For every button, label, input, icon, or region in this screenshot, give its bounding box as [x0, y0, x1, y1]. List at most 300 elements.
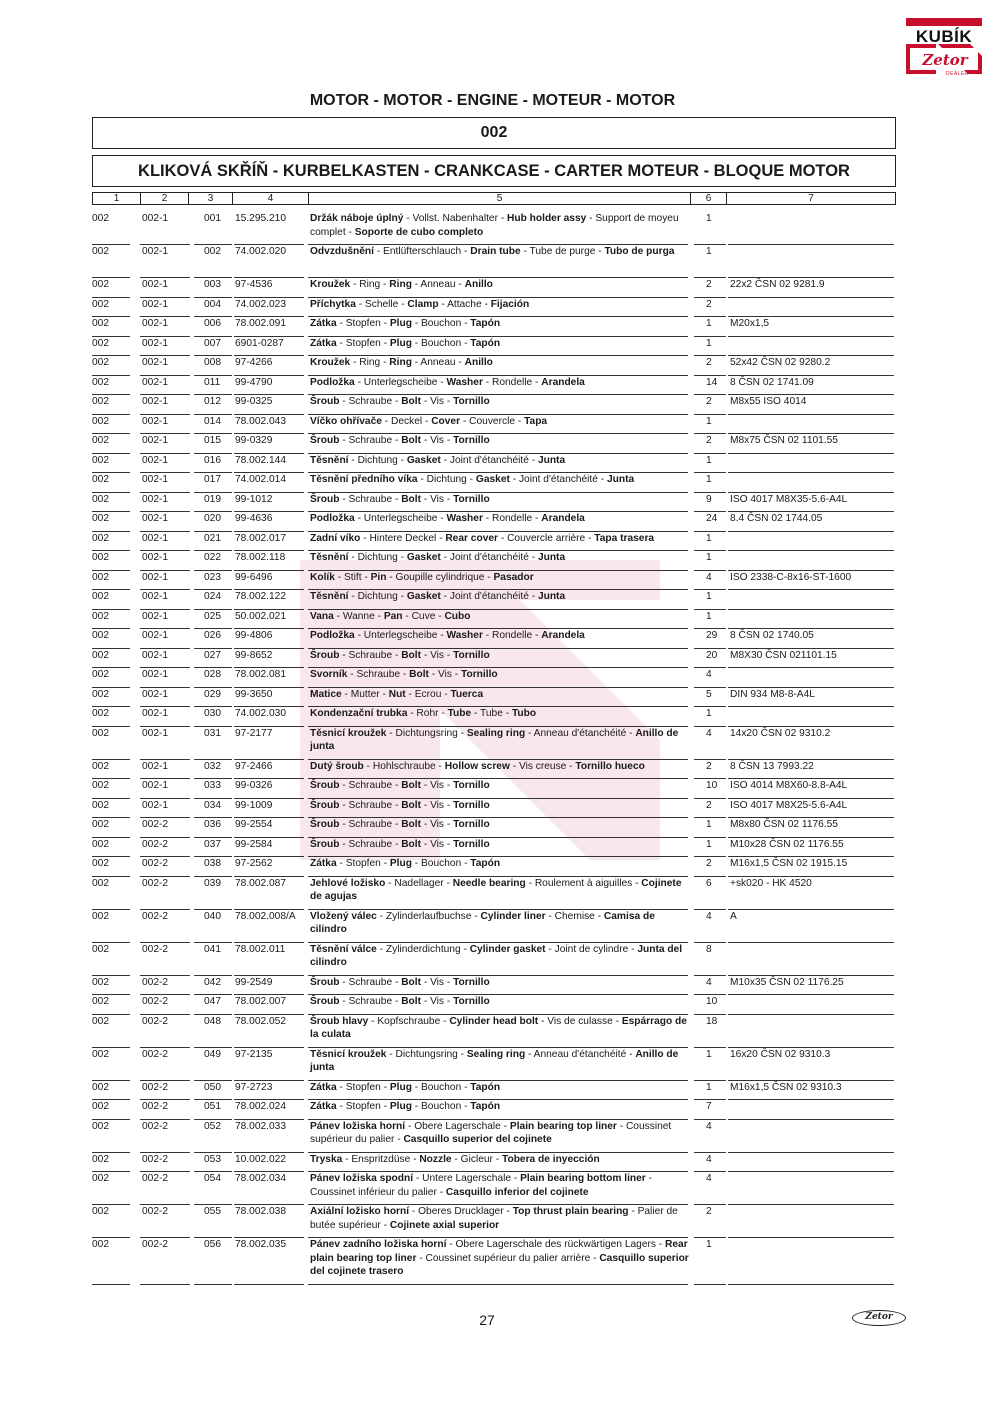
description-en: Ring [389, 279, 412, 290]
row-underline [234, 1284, 304, 1285]
description-separator: - [410, 1153, 420, 1165]
description-separator: - [440, 1015, 450, 1027]
quantity-cell: 4 [706, 727, 712, 739]
description-separator: - [392, 799, 402, 811]
quantity-cell: 1 [706, 591, 712, 602]
description-separator: - [374, 610, 384, 622]
description-separator: - [444, 996, 454, 1007]
description-separator: - [354, 630, 364, 641]
table-row [92, 760, 896, 780]
description-cell [310, 727, 692, 754]
description-en: Needle bearing [452, 877, 526, 889]
description-separator: - [616, 1120, 626, 1132]
position-cell: 054 [204, 1173, 221, 1184]
description-de: Schraube [348, 435, 393, 446]
description-es: Tapón [470, 318, 501, 329]
description-cz: Šroub [310, 799, 340, 811]
description-fr: Anneau d'étanchéité [533, 1048, 627, 1060]
description-separator: - [394, 1134, 404, 1145]
position-cell: 051 [204, 1101, 221, 1112]
description-separator: - [444, 976, 454, 988]
description-cell [310, 1100, 692, 1114]
part-number-cell: 78.002.144 [235, 454, 286, 466]
subgroup-cell: 002-1 [142, 688, 169, 700]
table-row [92, 1100, 896, 1120]
description-de: Schraube [348, 819, 393, 830]
description-en: Gasket [406, 454, 441, 466]
description-cz: Matice [310, 688, 342, 700]
part-number-cell: 99-2554 [235, 819, 273, 830]
table-row [92, 1238, 896, 1285]
position-cell: 012 [204, 396, 221, 407]
logo-tag: DEALER [946, 71, 970, 77]
table-row [92, 590, 896, 610]
part-number-cell: 78.002.043 [235, 415, 286, 427]
description-cz: Pánev ložiska spodní [310, 1173, 414, 1184]
description-cell [310, 278, 692, 292]
position-cell: 003 [204, 279, 221, 290]
group-code-cell: 002 [92, 760, 109, 772]
note-cell: ISO 2338-C-8x16-ST-1600 [730, 571, 852, 583]
description-fr: Vis [430, 435, 445, 446]
subgroup-cell: 002-1 [142, 760, 169, 772]
table-row [92, 1205, 896, 1238]
description-separator: - [525, 1048, 534, 1060]
part-number-cell: 78.002.052 [235, 1015, 286, 1027]
subgroup-cell: 002-2 [142, 1173, 169, 1184]
description-fr: Bouchon [421, 858, 462, 869]
description-separator: - [421, 819, 431, 830]
description-separator: - [339, 819, 349, 830]
description-en: Bolt [401, 819, 421, 830]
note-cell: 8 ČSN 02 1740.05 [730, 630, 814, 641]
description-separator: - [392, 976, 402, 988]
description-separator: - [392, 435, 402, 446]
description-fr: Rondelle [491, 630, 533, 641]
description-separator: - [444, 493, 454, 505]
description-cell [310, 551, 692, 565]
part-number-cell: 78.002.007 [235, 996, 286, 1007]
description-en: Plain bearing bottom liner [520, 1173, 646, 1184]
description-separator: - [421, 396, 431, 407]
group-code-cell: 002 [92, 435, 109, 446]
description-separator: - [482, 513, 492, 524]
subgroup-cell: 002-2 [142, 877, 169, 889]
subgroup-cell: 002-1 [142, 630, 169, 641]
description-cz: Zátka [310, 1101, 337, 1112]
description-separator: - [503, 1206, 513, 1217]
subgroup-cell: 002-2 [142, 976, 169, 988]
note-cell: M8x75 ČSN 02 1101.55 [730, 435, 838, 446]
note-cell: +sk020 - HK 4520 [730, 877, 812, 889]
column-header-1: 1 [93, 193, 141, 204]
description-de: Ring [359, 357, 381, 368]
description-de: Stopfen [345, 318, 381, 329]
description-cz: Podložka [310, 376, 355, 388]
group-code-cell: 002 [92, 415, 109, 427]
position-cell: 011 [204, 376, 221, 388]
description-cell [310, 976, 692, 990]
group-code-cell: 002 [92, 630, 109, 641]
description-separator: - [422, 415, 432, 427]
position-cell: 023 [204, 571, 221, 583]
subgroup-cell: 002-1 [142, 532, 169, 544]
description-cell [310, 1081, 692, 1095]
table-row [92, 1081, 896, 1101]
description-de: Schraube [348, 396, 393, 407]
description-en: Nozzle [419, 1153, 452, 1165]
description-cell [310, 317, 692, 331]
description-es: Casquillo inferior del cojinete [445, 1186, 589, 1198]
subgroup-cell: 002-1 [142, 376, 169, 388]
description-separator: - [348, 552, 358, 563]
description-separator: - [407, 708, 417, 719]
position-cell: 021 [204, 532, 221, 544]
description-en: Hollow screw [444, 760, 510, 772]
position-cell: 033 [204, 780, 221, 791]
description-separator: - [437, 513, 447, 524]
description-separator: - [566, 760, 576, 772]
description-separator: - [400, 669, 410, 680]
description-fr: Vis [430, 819, 445, 830]
description-separator: - [421, 435, 431, 446]
description-cz: Šroub [310, 493, 340, 505]
description-separator: - [341, 688, 351, 700]
description-en: Plug [389, 1101, 412, 1112]
subgroup-cell: 002-1 [142, 213, 169, 224]
description-de: Enspritzdüse [351, 1153, 411, 1165]
description-es: Arandela [541, 513, 585, 524]
description-fr: Vis [430, 493, 445, 505]
description-de: Nadellager [394, 877, 444, 889]
description-es: Tornillo [453, 819, 490, 830]
part-number-cell: 50.002.021 [235, 610, 286, 622]
subgroup-cell: 002-2 [142, 1120, 169, 1132]
subgroup-cell: 002-1 [142, 337, 169, 349]
description-separator: - [632, 877, 642, 889]
description-separator: - [392, 819, 402, 830]
description-separator: - [502, 708, 512, 719]
table-row [92, 1120, 896, 1153]
description-fr: Bouchon [421, 318, 462, 329]
description-es: Junta [537, 454, 566, 466]
description-separator: - [460, 943, 470, 955]
description-separator: - [380, 1101, 390, 1112]
position-cell: 030 [204, 708, 221, 719]
position-cell: 025 [204, 610, 221, 622]
description-en: Bolt [401, 976, 421, 988]
group-code-cell: 002 [92, 213, 109, 224]
quantity-cell: 2 [706, 298, 712, 310]
subgroup-cell: 002-1 [142, 396, 169, 407]
description-cz: Kolík [310, 571, 335, 583]
note-cell: A [730, 910, 737, 922]
description-es: Tobera de inyección [502, 1153, 600, 1165]
description-de: Vollst. Nabenhalter [412, 213, 498, 224]
description-separator: - [528, 552, 538, 563]
description-de: Schraube [356, 669, 401, 680]
description-en: Cylinder head bolt [449, 1015, 539, 1027]
description-cell [310, 688, 692, 702]
subgroup-cell: 002-1 [142, 571, 169, 583]
description-cell [310, 857, 692, 871]
part-number-cell: 97-2135 [235, 1048, 273, 1060]
description-es: Junta [537, 552, 566, 563]
description-es: Cubo [444, 610, 471, 622]
group-code-cell: 002 [92, 337, 109, 349]
description-separator: - [532, 513, 542, 524]
part-number-cell: 97-2562 [235, 858, 273, 869]
description-de: Kopfschraube [377, 1015, 441, 1027]
part-number-cell: 78.002.035 [235, 1239, 286, 1250]
description-en: Sealing ring [466, 727, 526, 739]
description-separator: - [411, 318, 422, 329]
description-fr: Rondelle [491, 376, 533, 388]
description-fr: Joint d'étanchéité [518, 474, 598, 485]
column-header [92, 192, 896, 205]
description-cell [310, 910, 692, 937]
description-en: Washer [446, 376, 483, 388]
description-de: Dichtungsring [395, 727, 458, 739]
description-es: Tapón [470, 858, 501, 869]
description-de: Oberes Drucklager [418, 1206, 504, 1217]
description-en: Cylinder gasket [469, 943, 546, 955]
column-header-2: 2 [141, 193, 189, 204]
description-cell [310, 1238, 692, 1279]
position-cell: 029 [204, 688, 221, 700]
group-code-cell: 002 [92, 877, 109, 889]
description-separator: - [461, 1101, 471, 1112]
description-separator: - [380, 858, 390, 869]
group-code-cell: 002 [92, 727, 109, 739]
description-de: Dichtungsring [395, 1048, 458, 1060]
quantity-cell: 1 [706, 532, 712, 544]
section-title: KLIKOVÁ SKŘÍŇ - KURBELKASTEN - CRANKCASE - CARTER MOTEUR - BLOQUE MOTOR [138, 161, 850, 180]
description-separator: - [586, 213, 596, 224]
description-separator: - [411, 357, 421, 368]
subgroup-cell: 002-2 [142, 943, 169, 955]
description-en: Rear cover [445, 532, 498, 544]
subgroup-cell: 002-1 [142, 493, 169, 505]
description-separator: - [398, 298, 408, 310]
group-code-cell: 002 [92, 976, 109, 988]
description-en: Top thrust plain bearing [512, 1206, 629, 1217]
position-cell: 006 [204, 318, 221, 329]
group-code-cell: 002 [92, 943, 109, 955]
description-separator: - [354, 376, 364, 388]
group-code-cell: 002 [92, 1239, 109, 1250]
description-cz: Šroub [310, 396, 340, 407]
table-row [92, 838, 896, 858]
description-fr: Anneau [420, 357, 456, 368]
description-cz: Držák náboje úplný [310, 213, 404, 224]
description-separator: - [336, 1081, 346, 1093]
description-es: Tornillo [453, 799, 490, 811]
position-cell: 037 [204, 838, 221, 850]
description-separator: - [347, 669, 357, 680]
part-number-cell: 78.002.008/A [235, 910, 296, 922]
quantity-cell: 1 [706, 474, 712, 485]
quantity-cell: 1 [706, 246, 712, 257]
description-es: Espárrago de la culata [310, 1015, 687, 1040]
description-separator: - [380, 1081, 390, 1093]
description-de: Stopfen [345, 858, 381, 869]
description-cz: Dutý šroub [310, 760, 364, 772]
position-cell: 032 [204, 760, 221, 772]
description-separator: - [339, 435, 349, 446]
description-de: Dichtung [357, 454, 398, 466]
description-cz: Šroub [310, 996, 340, 1007]
part-number-cell: 6901-0287 [235, 337, 284, 349]
group-code-cell: 002 [92, 819, 109, 830]
parts-table [92, 212, 896, 1285]
quantity-cell: 14 [706, 376, 718, 388]
description-separator: - [397, 591, 407, 602]
description-de: Schraube [348, 976, 393, 988]
quantity-cell: 18 [706, 1015, 718, 1027]
note-cell: 8.4 ČSN 02 1744.05 [730, 513, 823, 524]
description-fr: Coussinet supérieur du palier [310, 1120, 672, 1145]
description-en: Bolt [401, 396, 421, 407]
table-row [92, 1172, 896, 1205]
part-number-cell: 99-4636 [235, 513, 273, 524]
description-fr: Vis [438, 669, 452, 680]
description-separator: - [333, 610, 343, 622]
description-cz: Tryska [310, 1153, 343, 1165]
group-code-cell: 002 [92, 246, 109, 257]
part-number-cell: 74.002.020 [235, 246, 286, 257]
quantity-cell: 2 [706, 357, 712, 368]
part-number-cell: 78.002.122 [235, 591, 286, 602]
description-separator: - [363, 760, 373, 772]
row-underline [140, 1284, 190, 1285]
subgroup-cell: 002-1 [142, 435, 169, 446]
note-cell: M16x1,5 ČSN 02 9310.3 [730, 1081, 842, 1093]
description-es: Tubo [511, 708, 537, 719]
description-cell [310, 668, 692, 682]
description-es: Tornillo hueco [575, 760, 645, 772]
description-separator: - [457, 1048, 467, 1060]
group-code-cell: 002 [92, 376, 109, 388]
part-number-cell: 99-8652 [235, 649, 273, 661]
table-row [92, 818, 896, 838]
table-row [92, 910, 896, 943]
description-es: Camisa de cilindro [310, 910, 655, 935]
page-number: 27 [479, 1312, 495, 1328]
group-code-cell: 002 [92, 1081, 109, 1093]
description-cz: Těsnění [310, 454, 349, 466]
description-separator: - [626, 727, 636, 739]
description-en: Plug [389, 858, 412, 869]
description-cell [310, 943, 692, 970]
description-separator: - [498, 532, 508, 544]
group-code-cell: 002 [92, 996, 109, 1007]
subgroup-cell: 002-1 [142, 318, 169, 329]
description-cell [310, 610, 692, 624]
position-cell: 053 [204, 1153, 221, 1165]
description-de: Schraube [348, 780, 393, 791]
description-separator: - [461, 246, 471, 257]
part-number-cell: 99-4790 [235, 376, 273, 388]
description-fr: Vis [430, 780, 445, 791]
description-separator: - [528, 454, 538, 466]
description-de: Deckel [390, 415, 423, 427]
description-separator: - [628, 943, 638, 955]
position-cell: 048 [204, 1015, 221, 1027]
group-code-cell: 002 [92, 357, 109, 368]
description-en: Nut [388, 688, 406, 700]
part-number-cell: 99-1009 [235, 799, 273, 811]
description-separator: - [386, 571, 396, 583]
row-underline [92, 1284, 130, 1285]
description-es: Tapón [470, 1101, 501, 1112]
description-separator: - [440, 591, 450, 602]
description-de: Stift [343, 571, 362, 583]
table-row [92, 376, 896, 396]
description-en: Ring [389, 357, 412, 368]
description-separator: - [350, 279, 360, 290]
description-es: Pasador [493, 571, 534, 583]
quantity-cell: 2 [706, 858, 712, 869]
part-number-cell: 99-4806 [235, 630, 273, 641]
table-row [92, 245, 896, 278]
description-separator: - [436, 532, 446, 544]
description-cell [310, 245, 692, 259]
subgroup-cell: 002-1 [142, 474, 169, 485]
description-cell [310, 434, 692, 448]
description-separator: - [482, 630, 492, 641]
description-separator: - [397, 454, 407, 466]
group-code: 002 [480, 124, 508, 141]
note-cell: DIN 934 M8-8-A4L [730, 688, 815, 700]
position-cell: 004 [204, 298, 221, 310]
description-en: Bolt [401, 435, 421, 446]
description-de: Schraube [348, 649, 393, 661]
group-code-cell: 002 [92, 858, 109, 869]
quantity-cell: 1 [706, 1048, 712, 1060]
description-separator: - [440, 454, 450, 466]
subgroup-cell: 002-1 [142, 649, 169, 661]
description-es: Tapón [470, 337, 501, 349]
description-cell [310, 212, 692, 239]
description-en: Sealing ring [466, 1048, 526, 1060]
table-row [92, 473, 896, 493]
note-cell: M10x35 ČSN 02 1176.25 [730, 976, 844, 988]
description-fr: Goupille cylindrique [395, 571, 485, 583]
group-code-cell: 002 [92, 279, 109, 290]
subgroup-cell: 002-2 [142, 1153, 169, 1165]
description-separator: - [525, 727, 534, 739]
quantity-cell: 6 [706, 877, 712, 889]
quantity-cell: 4 [706, 1120, 712, 1132]
description-en: Gasket [406, 591, 441, 602]
part-number-cell: 78.002.017 [235, 532, 286, 544]
table-row [92, 877, 896, 910]
subgroup-cell: 002-1 [142, 708, 169, 719]
note-cell: M8x55 ISO 4014 [730, 396, 807, 407]
description-fr: Joint d'étanchéité [449, 591, 529, 602]
quantity-cell: 4 [706, 571, 712, 583]
description-separator: - [403, 213, 413, 224]
description-cell [310, 629, 692, 643]
description-separator: - [460, 415, 470, 427]
description-fr: Attache [447, 298, 482, 310]
description-de: Stopfen [345, 1101, 381, 1112]
kubik-zetor-logo [906, 18, 982, 80]
description-separator: - [538, 1015, 548, 1027]
note-cell: M10x28 ČSN 02 1176.55 [730, 838, 844, 850]
quantity-cell: 10 [706, 780, 718, 791]
